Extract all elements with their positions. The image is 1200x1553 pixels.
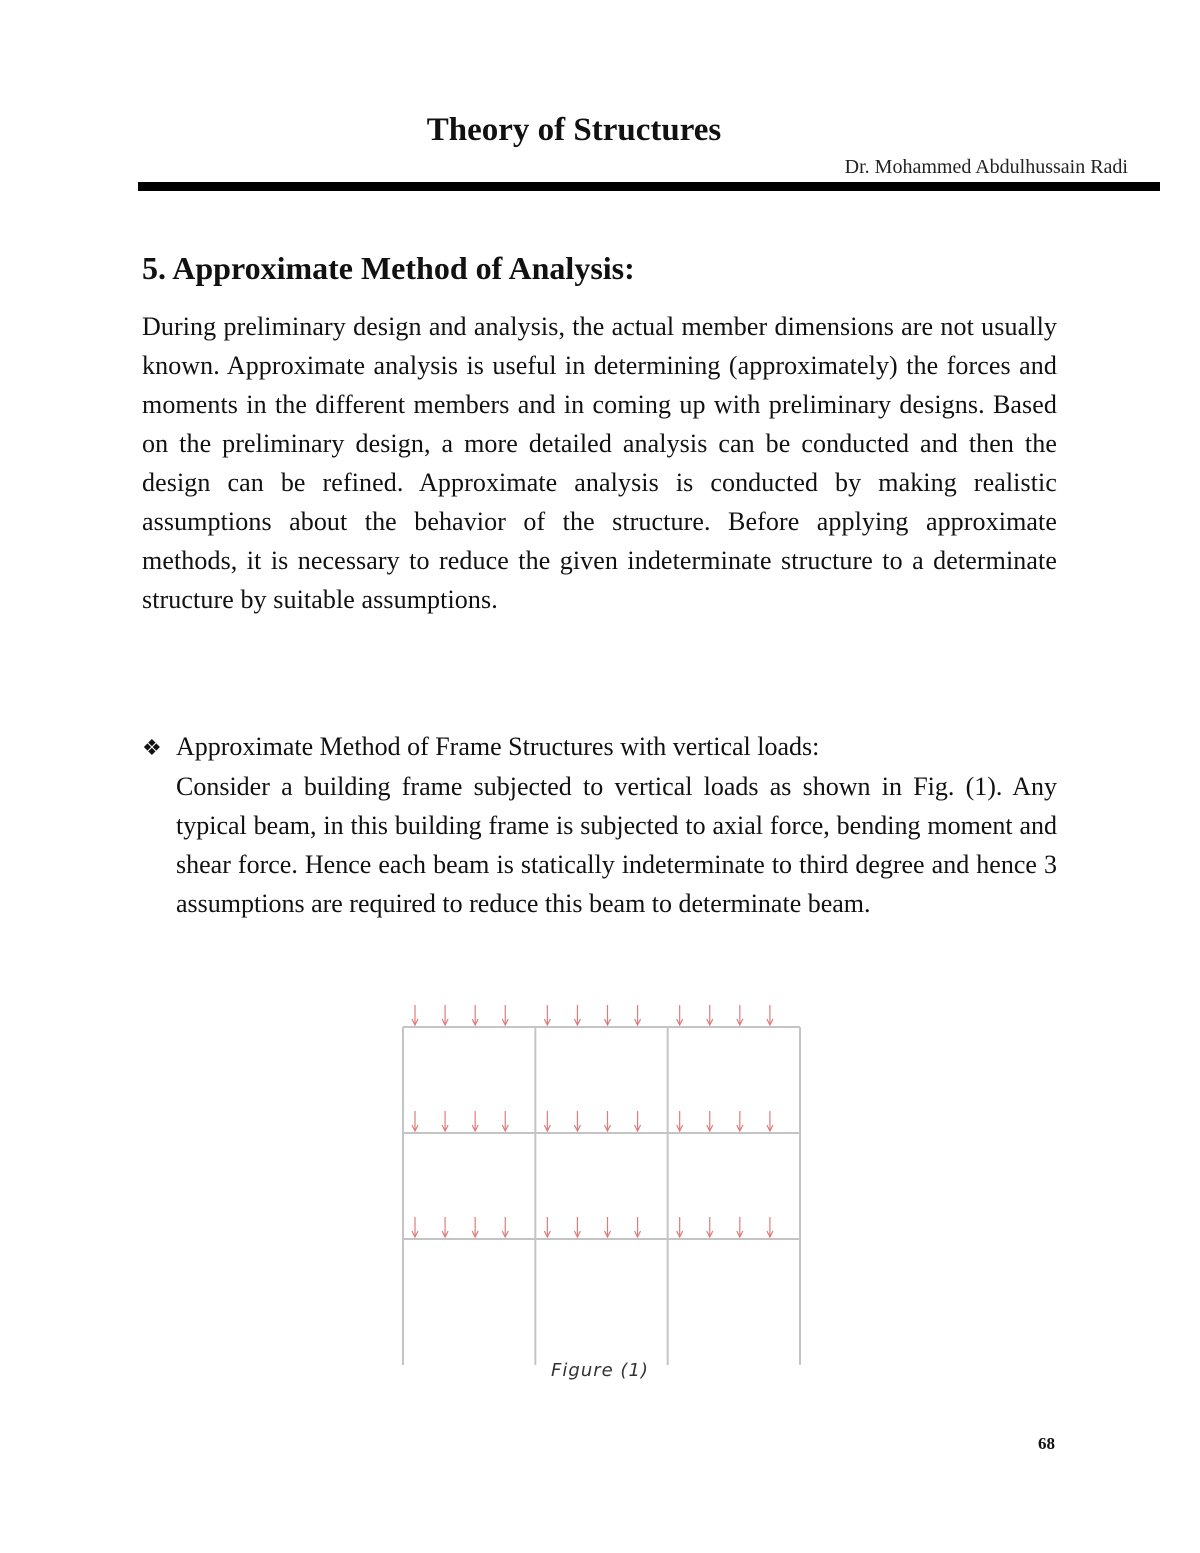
bullet-section [142, 727, 1057, 923]
frame-diagram [370, 995, 830, 1365]
frame-figure [370, 995, 830, 1365]
running-header-title: Theory of Structures [426, 112, 722, 148]
figure-caption: Figure (1) [551, 1360, 649, 1381]
bullet-heading-line [142, 727, 1057, 767]
intro-paragraph: During preliminary design and analysis, the actual member dimensions are not usually known. Approximate analysis is useful in determining (approximately) the forces and moments in the different members and in coming up with preliminary designs. Based on the preliminary design, a more detailed analysis can be conducted and then the design can be refined. Approximate analysis is conducted by making realistic assumptions about the behavior of the structure. Before applying approximate methods, it is necessary to reduce the given indeterminate structure to a determinate structure by suitable assumptions. [142, 312, 1057, 614]
bullet-diamond-icon: ❖ [142, 735, 162, 760]
bullet-heading: Approximate Method of Frame Structures with vertical loads: [176, 732, 820, 761]
page-number: 68 [1038, 1434, 1055, 1453]
header-divider [138, 182, 1160, 191]
running-header-author: Dr. Mohammed Abdulhussain Radi [844, 156, 1128, 178]
section-heading: 5. Approximate Method of Analysis: [142, 250, 635, 286]
bullet-paragraph: Consider a building frame subjected to vertical loads as shown in Fig. (1). Any typical beam, in this building frame is subjected to axial force, bending moment and shear force. Hence each beam is statically indeterminate to third degree and hence 3 assumptions are required to reduce this beam to determinate beam. [176, 772, 1057, 918]
